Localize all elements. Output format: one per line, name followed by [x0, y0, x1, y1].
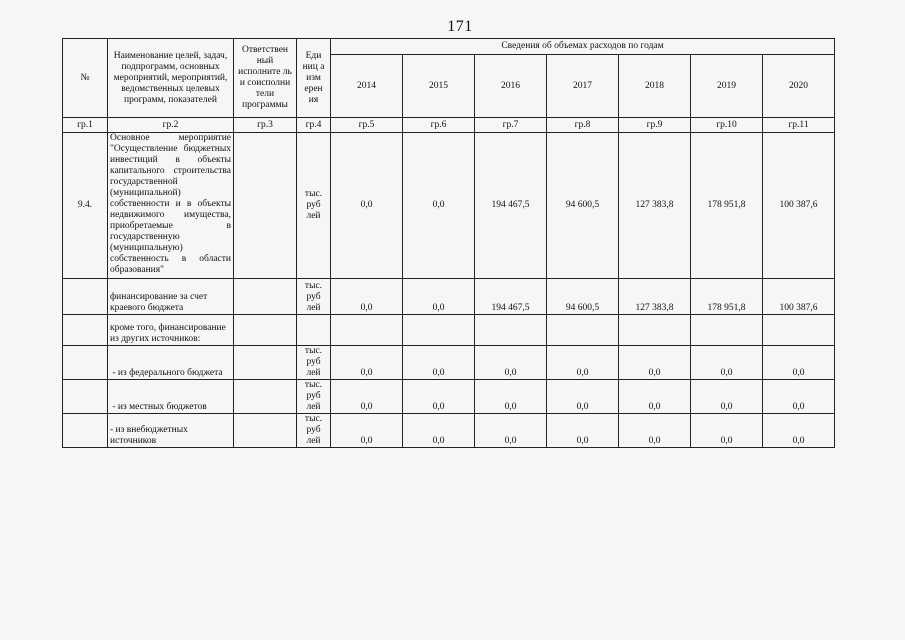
table-row	[63, 133, 835, 279]
row-value: 100 387,6	[763, 279, 835, 315]
row-name: - из местных бюджетов	[108, 380, 234, 414]
row-name: финансирование за счет краевого бюджета	[108, 279, 234, 315]
row-name: Основное мероприятие "Осуществление бюджетных инвестиций в объекты капитального строительства государственной (муниципальной) собственности и в объекты недвижимого имущества, приобретаемые в государственную (муниципальную) собственность в области образования"	[108, 133, 234, 279]
row-num	[63, 279, 108, 315]
header-row-1	[63, 39, 835, 55]
row-value	[619, 315, 691, 346]
row-value: 0,0	[475, 346, 547, 380]
row-value: 0,0	[331, 414, 403, 448]
row-value: 194 467,5	[475, 279, 547, 315]
column-number: гр.10	[691, 118, 763, 133]
column-number: гр.4	[297, 118, 331, 133]
row-value: 178 951,8	[691, 279, 763, 315]
row-responsible	[234, 315, 297, 346]
row-num	[63, 414, 108, 448]
table-row	[63, 315, 835, 346]
row-name: кроме того, финансирование из других источников:	[108, 315, 234, 346]
header-year: 2017	[547, 55, 619, 118]
header-year: 2016	[475, 55, 547, 118]
table-row	[63, 279, 835, 315]
row-value: 0,0	[547, 346, 619, 380]
row-value: 0,0	[331, 133, 403, 279]
row-name: - из федерального бюджета	[108, 346, 234, 380]
column-number: гр.7	[475, 118, 547, 133]
row-responsible	[234, 346, 297, 380]
row-num: 9.4.	[63, 133, 108, 279]
column-number: гр.3	[234, 118, 297, 133]
column-number: гр.2	[108, 118, 234, 133]
row-value: 0,0	[403, 279, 475, 315]
row-value	[403, 315, 475, 346]
row-value	[475, 315, 547, 346]
row-value: 0,0	[475, 380, 547, 414]
row-name: - из внебюджетных источников	[108, 414, 234, 448]
header-spending: Сведения об объемах расходов по годам	[331, 39, 835, 55]
row-value	[763, 315, 835, 346]
column-number: гр.11	[763, 118, 835, 133]
row-responsible	[234, 279, 297, 315]
row-unit: тыс. руб лей	[297, 133, 331, 279]
column-number: гр.8	[547, 118, 619, 133]
row-value: 194 467,5	[475, 133, 547, 279]
row-value: 0,0	[619, 346, 691, 380]
row-value: 0,0	[331, 346, 403, 380]
row-value: 178 951,8	[691, 133, 763, 279]
row-value: 0,0	[403, 380, 475, 414]
column-number: гр.1	[63, 118, 108, 133]
column-number: гр.5	[331, 118, 403, 133]
header-year: 2020	[763, 55, 835, 118]
row-value: 0,0	[763, 380, 835, 414]
column-number-row	[63, 118, 835, 133]
row-value: 127 383,8	[619, 133, 691, 279]
row-value: 0,0	[403, 133, 475, 279]
row-value: 0,0	[691, 346, 763, 380]
row-value: 0,0	[619, 414, 691, 448]
row-value: 94 600,5	[547, 279, 619, 315]
row-value: 0,0	[331, 279, 403, 315]
header-num: №	[63, 39, 108, 118]
row-value: 127 383,8	[619, 279, 691, 315]
row-value	[691, 315, 763, 346]
page-number: 171	[447, 18, 473, 35]
row-value: 0,0	[547, 380, 619, 414]
row-value: 0,0	[331, 380, 403, 414]
row-value: 100 387,6	[763, 133, 835, 279]
table-row	[63, 346, 835, 380]
header-unit: Еди ниц а изм ерен ия	[297, 39, 331, 118]
row-value: 0,0	[763, 346, 835, 380]
budget-table	[62, 38, 835, 448]
row-unit: тыс. руб лей	[297, 279, 331, 315]
header-responsible: Ответствен ный исполните ль и соисполни тели программы	[234, 39, 297, 118]
table-row	[63, 380, 835, 414]
row-value: 0,0	[763, 414, 835, 448]
table-row	[63, 414, 835, 448]
row-num	[63, 346, 108, 380]
row-unit: тыс. руб лей	[297, 380, 331, 414]
column-number: гр.6	[403, 118, 475, 133]
row-num	[63, 315, 108, 346]
row-value: 0,0	[403, 346, 475, 380]
row-responsible	[234, 133, 297, 279]
row-value: 0,0	[403, 414, 475, 448]
row-value	[547, 315, 619, 346]
row-responsible	[234, 414, 297, 448]
header-year: 2018	[619, 55, 691, 118]
row-unit	[297, 315, 331, 346]
row-num	[63, 380, 108, 414]
header-name: Наименование целей, задач, подпрограмм, основных мероприятий, мероприятий, ведомственных целевых программ, показателей	[108, 39, 234, 118]
row-value: 0,0	[475, 414, 547, 448]
row-value	[331, 315, 403, 346]
row-value: 0,0	[619, 380, 691, 414]
row-value: 94 600,5	[547, 133, 619, 279]
row-responsible	[234, 380, 297, 414]
row-unit: тыс. руб лей	[297, 346, 331, 380]
header-year: 2014	[331, 55, 403, 118]
row-unit: тыс. руб лей	[297, 414, 331, 448]
header-year: 2015	[403, 55, 475, 118]
row-value: 0,0	[691, 414, 763, 448]
row-value: 0,0	[691, 380, 763, 414]
header-year: 2019	[691, 55, 763, 118]
row-value: 0,0	[547, 414, 619, 448]
column-number: гр.9	[619, 118, 691, 133]
